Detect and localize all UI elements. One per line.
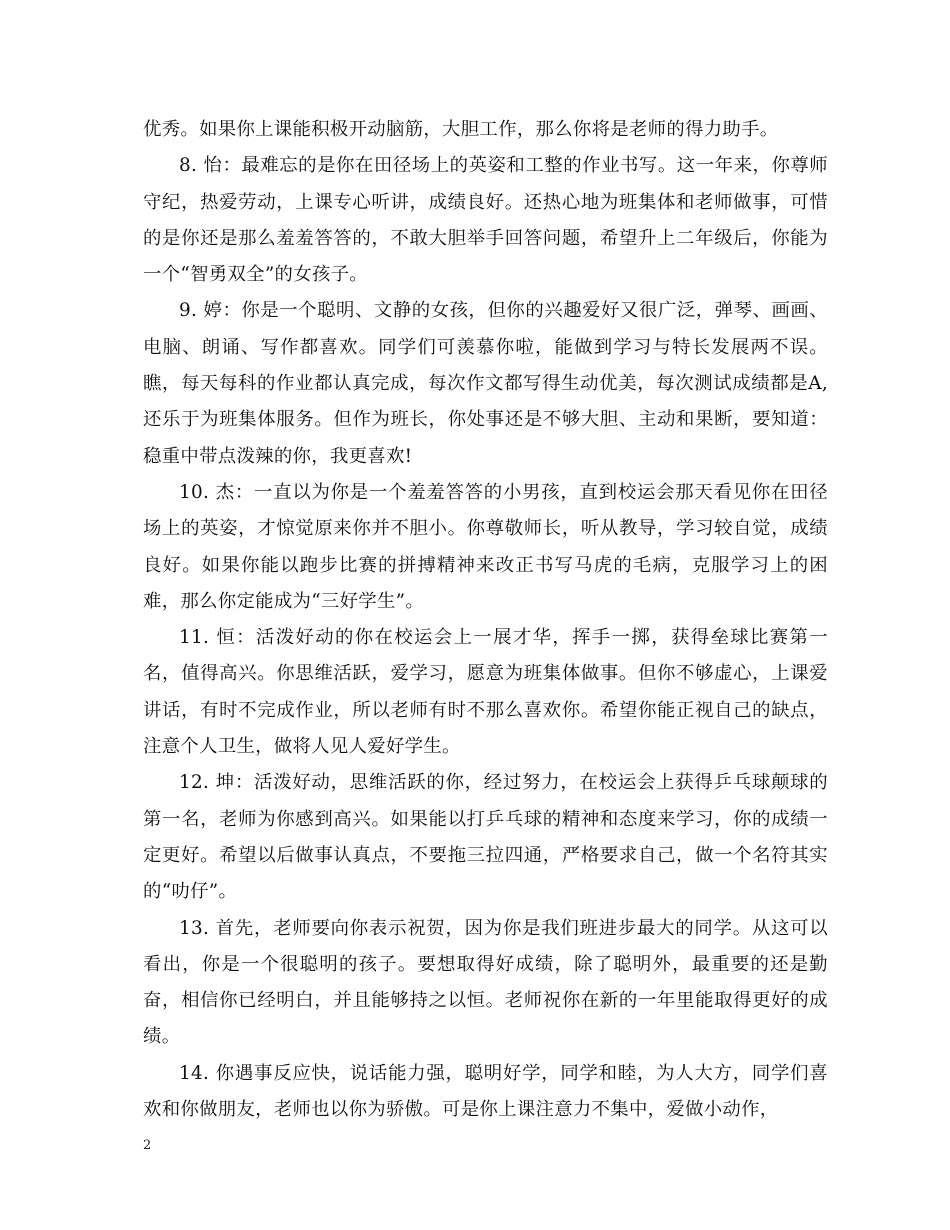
page-number: 2	[143, 1138, 152, 1153]
paragraph-comment-14: 14. 你遇事反应快，说话能力强，聪明好学，同学和睦，为人大方，同学们喜欢和你做朋友，老师也以你为骄傲。可是你上课注意力不集中，爱做小动作，	[143, 1062, 828, 1121]
paragraph-comment-12: 12. 坤：活泼好动，思维活跃的你，经过努力，在校运会上获得乒乓球颠球的第一名，老师为你感到高兴。如果能以打乒乓球的精神和态度来学习，你的成绩一定更好。希望以后做事认真点，不要拖三拉四通，严格要求自己，做一个名符其实的“叻仔”。	[143, 772, 828, 903]
paragraph-comment-13: 13. 首先，老师要向你表示祝贺，因为你是我们班进步最大的同学。从这可以看出，你是一个很聪明的孩子。要想取得好成绩，除了聪明外，最重要的还是勤奋，相信你已经明白，并且能够持之以恒。老师祝你在新的一年里能取得更好的成绩。	[143, 917, 828, 1048]
paragraph-1: 优秀。如果你上课能积极开动脑筋，大胆工作，那么你将是老师的得力助手。	[143, 119, 779, 140]
paragraph-comment-11: 11. 恒：活泼好动的你在校运会上一展才华，挥手一掷，获得垒球比赛第一名，值得高兴。你思维活跃，爱学习，愿意为班集体做事。但你不够虚心，上课爱讲话，有时不完成作业，所以老师有时不那么喜欢你。希望你能正视自己的缺点，注意个人卫生，做将人见人爱好学生。	[143, 627, 828, 758]
paragraph-comment-10: 10. 杰：一直以为你是一个羞羞答答的小男孩，直到校运会那天看见你在田径场上的英姿，才惊觉原来你并不胆小。你尊敬师长，听从教导，学习较自觉，成绩良好。如果你能以跑步比赛的拼搏精神来改正书写马虎的毛病，克服学习上的困难，那么你定能成为“三好学生”。	[143, 481, 828, 612]
document-body	[143, 112, 828, 1128]
paragraph-comment-9: 9. 婷：你是一个聪明、文静的女孩，但你的兴趣爱好又很广泛，弹琴、画画、电脑、朗诵、写作都喜欢。同学们可羡慕你啦，能做到学习与特长发展两不误。瞧，每天每科的作业都认真完成，每次作文都写得生动优美，每次测试成绩都是A,还乐于为班集体服务。但作为班长，你处事还是不够大胆、主动和果断，要知道：稳重中带点泼辣的你，我更喜欢!	[143, 300, 828, 467]
paragraph-comment-8: 8. 怡：最难忘的是你在田径场上的英姿和工整的作业书写。这一年来，你尊师守纪，热爱劳动，上课专心听讲，成绩良好。还热心地为班集体和老师做事，可惜的是你还是那么羞羞答答的，不敢大胆举手回答问题，希望升上二年级后，你能为一个“智勇双全”的女孩子。	[143, 155, 828, 286]
